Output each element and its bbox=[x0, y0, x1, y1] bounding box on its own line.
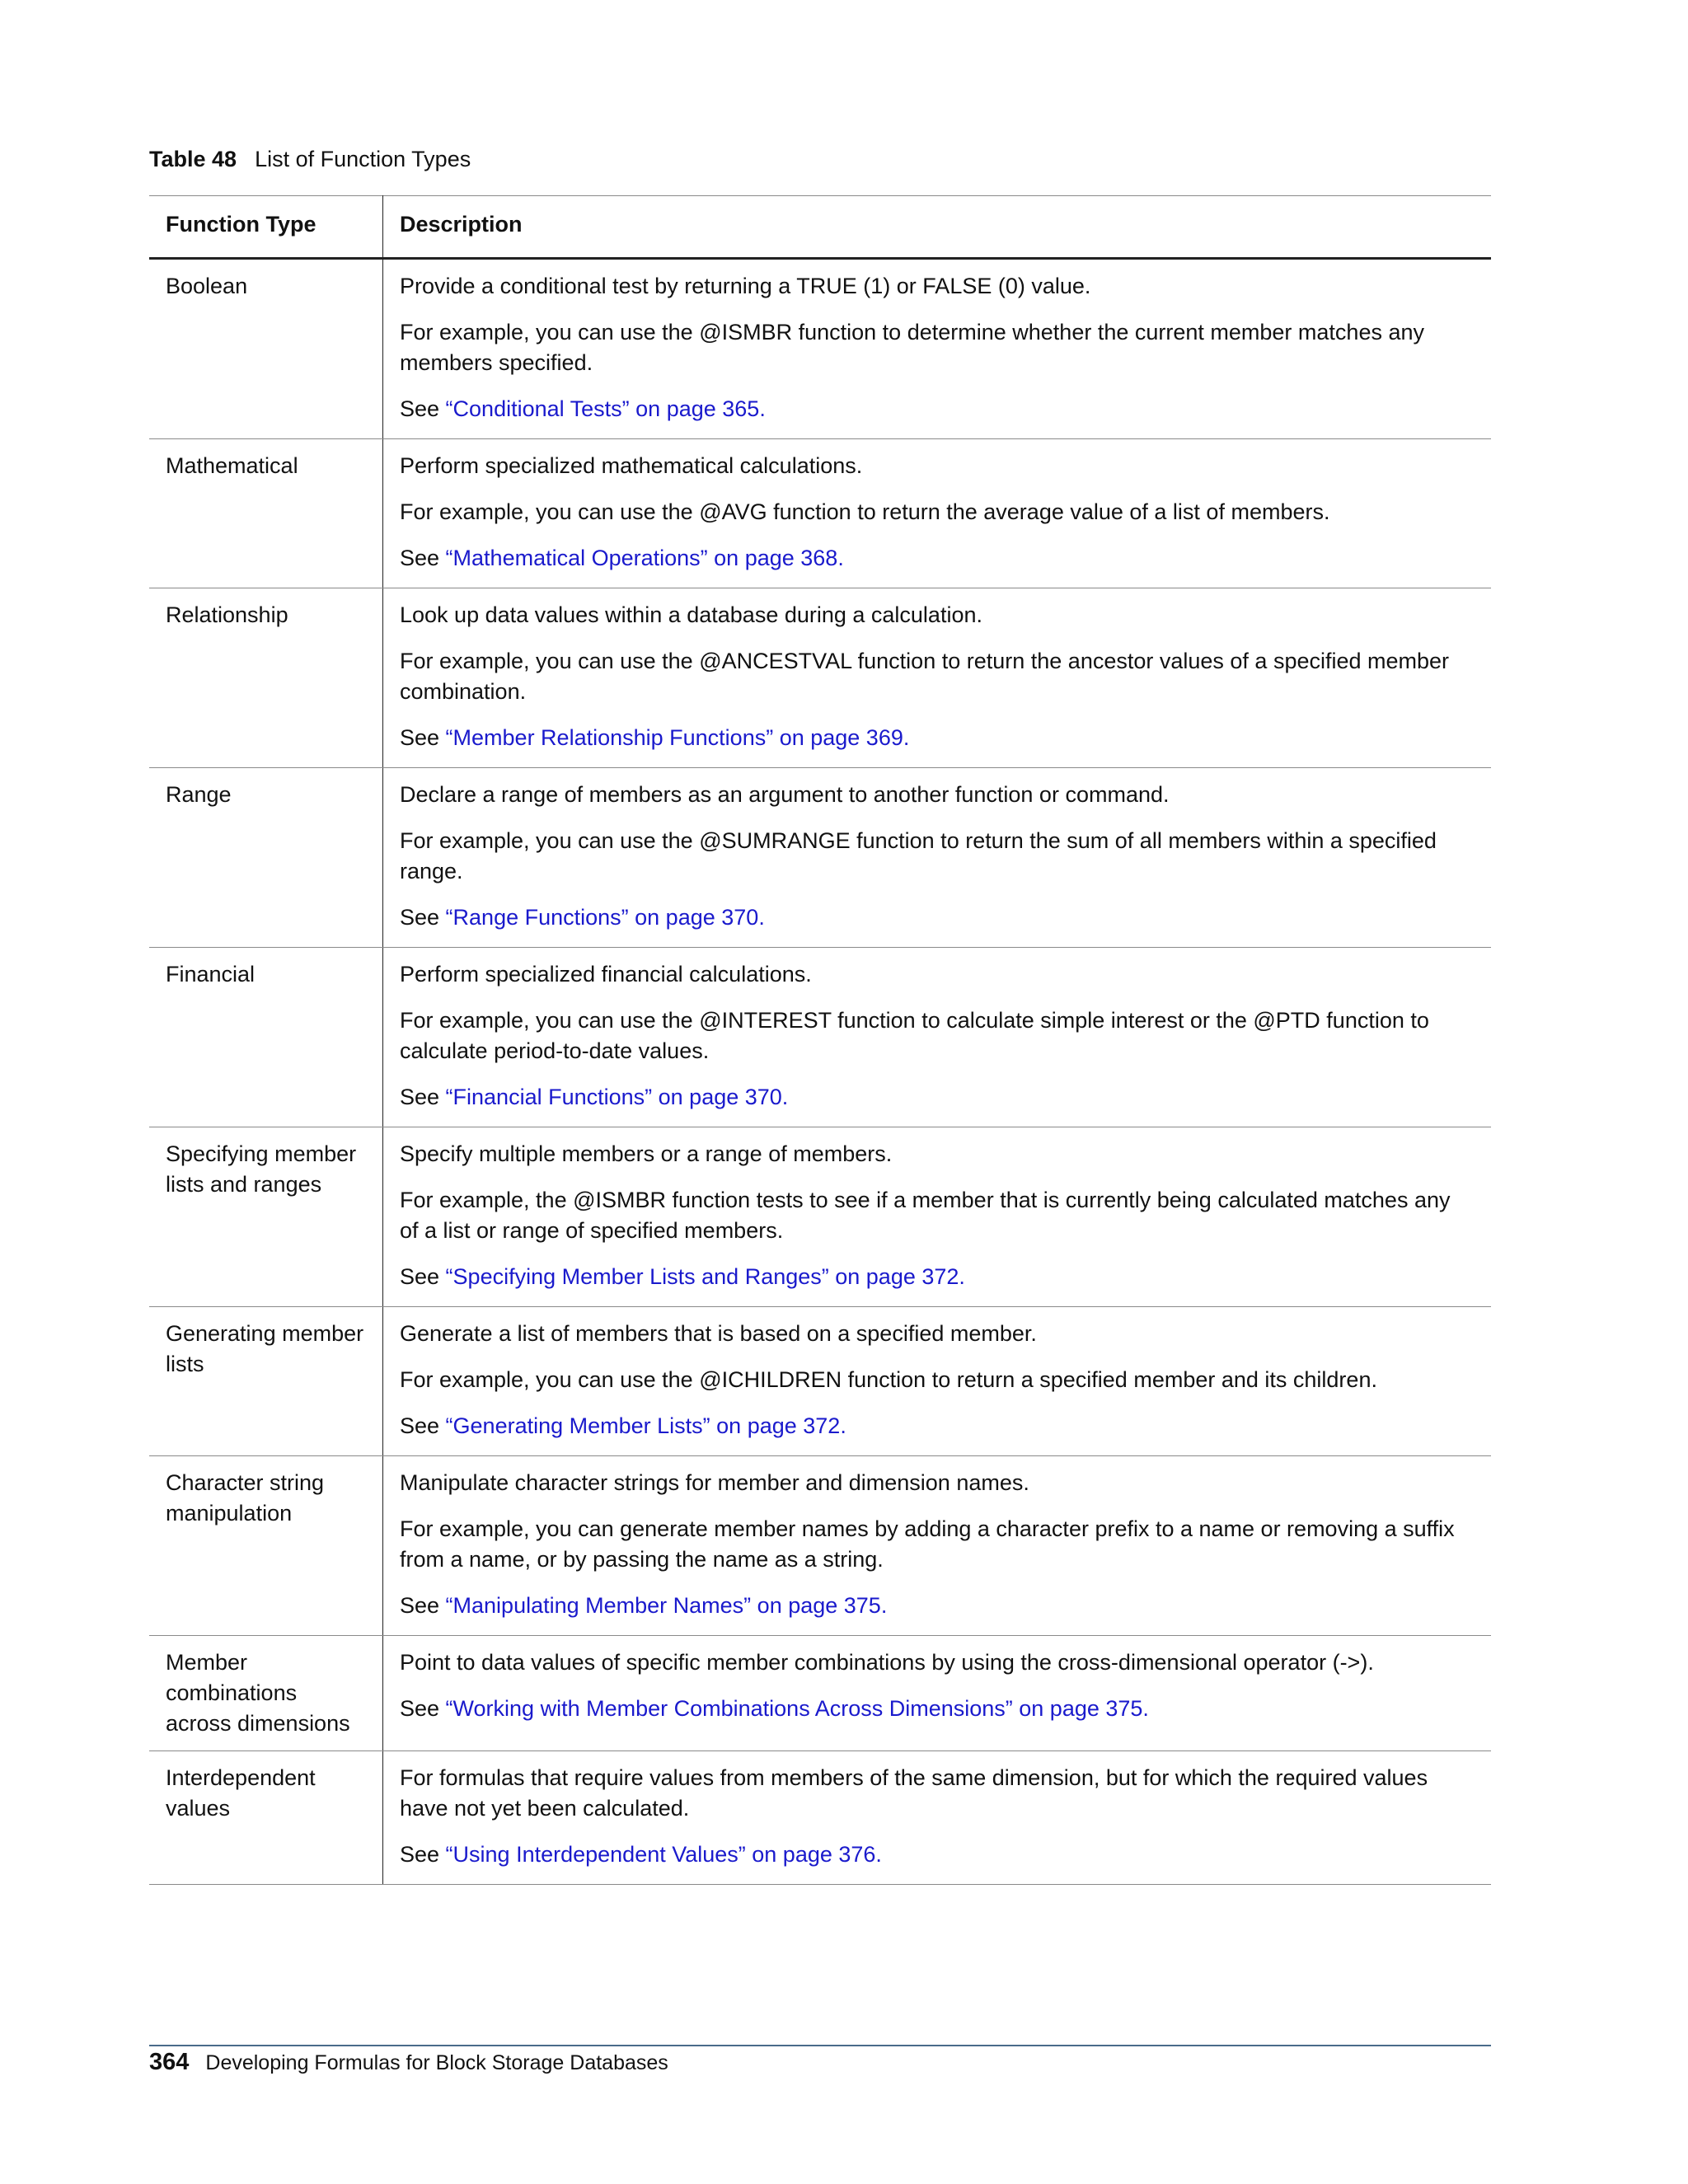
description-cell bbox=[383, 1307, 1492, 1456]
table-row bbox=[149, 259, 1491, 439]
footer-rule bbox=[149, 2045, 1491, 2046]
page-number: 364 bbox=[149, 2049, 190, 2075]
link-period: . bbox=[759, 396, 766, 421]
link-period: . bbox=[875, 1842, 882, 1867]
cross-reference-link[interactable]: “Financial Functions” on page 370 bbox=[445, 1085, 782, 1109]
function-type-cell: Boolean bbox=[149, 259, 383, 439]
table-row bbox=[149, 1456, 1491, 1636]
cross-reference-link[interactable]: “Range Functions” on page 370 bbox=[445, 905, 759, 930]
link-period: . bbox=[959, 1264, 965, 1289]
see-label: See bbox=[400, 1593, 446, 1618]
table-row bbox=[149, 768, 1491, 948]
page-footer bbox=[149, 2049, 668, 2076]
description-cell bbox=[383, 1751, 1492, 1885]
description-paragraph: Generate a list of members that is based on a specified member. bbox=[400, 1321, 1037, 1346]
see-label: See bbox=[400, 1696, 446, 1721]
link-period: . bbox=[758, 905, 765, 930]
see-reference bbox=[400, 394, 1475, 424]
description-paragraph: Specify multiple members or a range of members. bbox=[400, 1141, 893, 1166]
see-label: See bbox=[400, 1413, 446, 1438]
cross-reference-link[interactable]: “Conditional Tests” on page 365 bbox=[445, 396, 760, 421]
description-paragraph: Declare a range of members as an argument to another function or command. bbox=[400, 782, 1170, 807]
function-type-cell: Interdependent values bbox=[149, 1751, 383, 1885]
footer-title: Developing Formulas for Block Storage Databases bbox=[205, 2051, 668, 2074]
link-period: . bbox=[1142, 1696, 1149, 1721]
description-cell bbox=[383, 1456, 1492, 1636]
description-cell bbox=[383, 259, 1492, 439]
see-reference bbox=[400, 1262, 1475, 1292]
function-type-cell: Generating member lists bbox=[149, 1307, 383, 1456]
header-function-type: Function Type bbox=[149, 196, 383, 259]
see-label: See bbox=[400, 1085, 446, 1109]
description-cell bbox=[383, 588, 1492, 768]
description-paragraph: Point to data values of specific member combinations by using the cross-dimensional operator (->). bbox=[400, 1650, 1374, 1675]
cross-reference-link[interactable]: “Specifying Member Lists and Ranges” on page 372 bbox=[445, 1264, 959, 1289]
cross-reference-link[interactable]: “Manipulating Member Names” on page 375 bbox=[445, 1593, 881, 1618]
description-paragraph: For formulas that require values from members of the same dimension, but for which the required values have not yet been calculated. bbox=[400, 1765, 1428, 1821]
see-reference bbox=[400, 543, 1475, 574]
cross-reference-link[interactable]: “Working with Member Combinations Across Dimensions” on page 375 bbox=[445, 1696, 1143, 1721]
function-type-cell: Member combinations across dimensions bbox=[149, 1636, 383, 1751]
table-row bbox=[149, 588, 1491, 768]
function-types-table bbox=[149, 195, 1491, 1885]
description-cell bbox=[383, 948, 1492, 1127]
see-label: See bbox=[400, 905, 446, 930]
table-row bbox=[149, 1127, 1491, 1307]
description-paragraph: For example, you can generate member names by adding a character prefix to a name or removing a suffix from a name, or by passing the name as a string. bbox=[400, 1516, 1455, 1572]
table-row bbox=[149, 1636, 1491, 1751]
link-period: . bbox=[781, 1085, 789, 1109]
link-period: . bbox=[903, 725, 910, 750]
cross-reference-link[interactable]: “Mathematical Operations” on page 368 bbox=[445, 546, 838, 570]
table-row bbox=[149, 948, 1491, 1127]
function-type-cell: Range bbox=[149, 768, 383, 948]
description-paragraph: Perform specialized financial calculations. bbox=[400, 962, 812, 987]
description-paragraph: Perform specialized mathematical calculations. bbox=[400, 453, 863, 478]
cross-reference-link[interactable]: “Member Relationship Functions” on page 369 bbox=[445, 725, 903, 750]
description-cell bbox=[383, 1636, 1492, 1751]
description-paragraph: For example, you can use the @ICHILDREN function to return a specified member and its children. bbox=[400, 1367, 1377, 1392]
see-reference bbox=[400, 723, 1475, 753]
description-paragraph: Look up data values within a database during a calculation. bbox=[400, 602, 982, 627]
table-header-row bbox=[149, 196, 1491, 259]
see-label: See bbox=[400, 725, 446, 750]
link-period: . bbox=[837, 546, 844, 570]
header-description: Description bbox=[383, 196, 1492, 259]
table-row bbox=[149, 439, 1491, 588]
function-type-cell: Relationship bbox=[149, 588, 383, 768]
function-type-cell: Financial bbox=[149, 948, 383, 1127]
description-cell bbox=[383, 439, 1492, 588]
description-paragraph: Manipulate character strings for member and dimension names. bbox=[400, 1470, 1029, 1495]
table-number: Table 48 bbox=[149, 147, 237, 171]
description-paragraph: For example, you can use the @INTEREST function to calculate simple interest or the @PTD function to calculate period-to-date values. bbox=[400, 1008, 1429, 1063]
see-label: See bbox=[400, 1264, 446, 1289]
link-period: . bbox=[840, 1413, 846, 1438]
function-type-cell: Mathematical bbox=[149, 439, 383, 588]
table-row bbox=[149, 1307, 1491, 1456]
cross-reference-link[interactable]: “Generating Member Lists” on page 372 bbox=[445, 1413, 841, 1438]
description-paragraph: For example, you can use the @AVG function to return the average value of a list of members. bbox=[400, 499, 1330, 524]
table-caption bbox=[149, 147, 471, 172]
description-paragraph: Provide a conditional test by returning a TRUE (1) or FALSE (0) value. bbox=[400, 274, 1091, 298]
description-paragraph: For example, you can use the @ISMBR function to determine whether the current member matches any members specified. bbox=[400, 320, 1424, 375]
link-period: . bbox=[880, 1593, 888, 1618]
description-paragraph: For example, you can use the @SUMRANGE function to return the sum of all members within a specified range. bbox=[400, 828, 1437, 883]
table-row bbox=[149, 1751, 1491, 1885]
see-reference bbox=[400, 1411, 1475, 1441]
function-type-cell: Specifying member lists and ranges bbox=[149, 1127, 383, 1307]
see-reference bbox=[400, 1591, 1475, 1621]
see-label: See bbox=[400, 546, 446, 570]
table-title: List of Function Types bbox=[255, 147, 471, 171]
see-reference bbox=[400, 1082, 1475, 1113]
cross-reference-link[interactable]: “Using Interdependent Values” on page 376 bbox=[445, 1842, 876, 1867]
see-reference bbox=[400, 1694, 1475, 1724]
description-cell bbox=[383, 768, 1492, 948]
see-reference bbox=[400, 902, 1475, 933]
description-paragraph: For example, the @ISMBR function tests to see if a member that is currently being calculated matches any of a list or range of specified members. bbox=[400, 1188, 1451, 1243]
see-label: See bbox=[400, 1842, 446, 1867]
function-type-cell: Character string manipulation bbox=[149, 1456, 383, 1636]
see-reference bbox=[400, 1840, 1475, 1870]
see-label: See bbox=[400, 396, 446, 421]
description-paragraph: For example, you can use the @ANCESTVAL function to return the ancestor values of a specified member combination. bbox=[400, 649, 1450, 704]
description-cell bbox=[383, 1127, 1492, 1307]
